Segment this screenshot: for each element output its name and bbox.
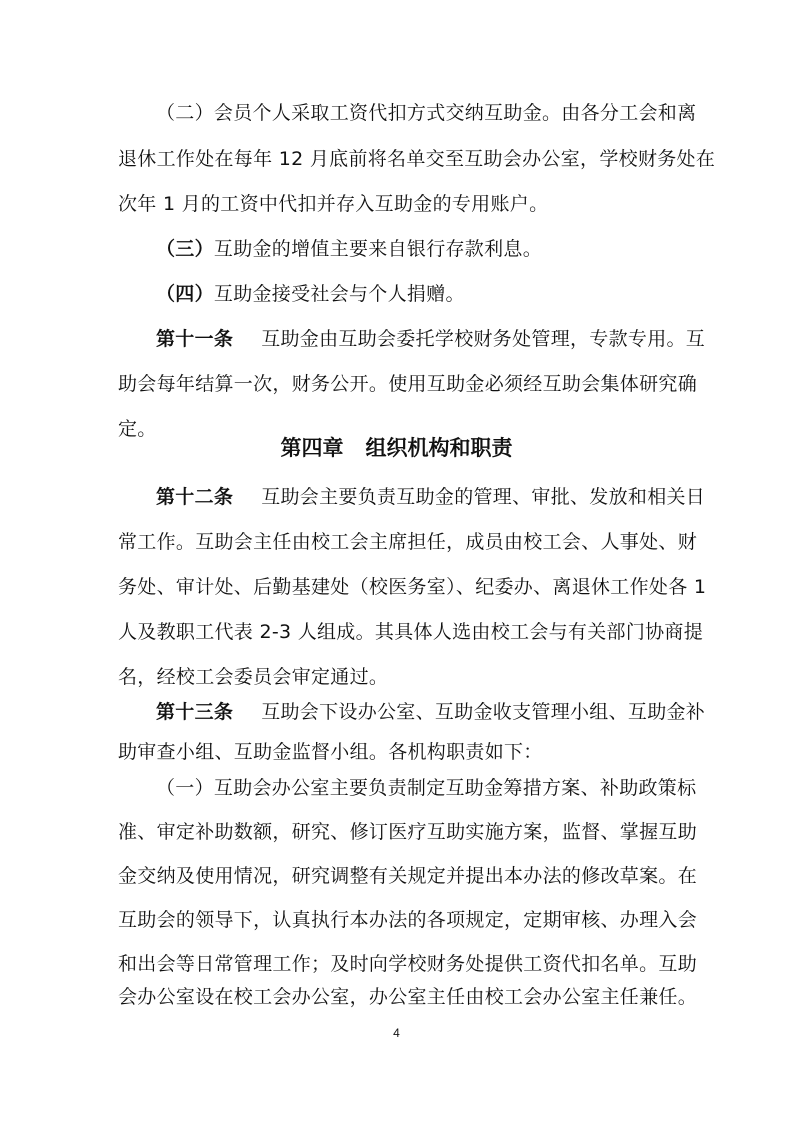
article-13-item-1-line-3: 金交纳及使用情况，研究调整有关规定并提出本办法的修改草案。在 xyxy=(118,865,698,887)
article-11-line-2: 助会每年结算一次，财务公开。使用互助金必须经互助会集体研究确 xyxy=(118,373,698,395)
article-13-item-1-line-2: 准、审定补助数额，研究、修订医疗互助实施方案，监督、掌握互助 xyxy=(118,821,698,843)
article-12-line-1 xyxy=(156,485,706,509)
article-12-text: 互助会主要负责互助金的管理、审批、发放和相关日 xyxy=(261,486,706,508)
paragraph-3-label: （三） xyxy=(156,238,214,260)
article-13-line-2: 助审查小组、互助金监督小组。各机构职责如下： xyxy=(118,741,543,763)
paragraph-2-line-2: 退休工作处在每年 12 月底前将名单交至互助会办公室，学校财务处在 xyxy=(118,148,716,170)
paragraph-4 xyxy=(156,282,678,306)
article-11-line-3: 定。 xyxy=(118,418,157,440)
article-13-label: 第十三条 xyxy=(156,701,234,723)
article-12-label: 第十二条 xyxy=(156,486,234,508)
paragraph-2-line-3: 次年 1 月的工资中代扣并存入互助金的专用账户。 xyxy=(118,193,549,215)
article-13-line-1 xyxy=(156,700,706,724)
article-12-line-2: 常工作。互助会主任由校工会主席担任，成员由校工会、人事处、财 xyxy=(118,531,698,553)
chapter-number: 第四章 xyxy=(280,436,344,460)
article-13-text: 互助会下设办公室、互助金收支管理小组、互助金补 xyxy=(261,701,706,723)
paragraph-4-text: 互助金接受社会与个人捐赠。 xyxy=(213,283,465,305)
article-11-text: 互助金由互助会委托学校财务处管理，专款专用。互 xyxy=(261,328,706,350)
article-13-item-1-line-1: （一）互助会办公室主要负责制定互助金筹措方案、补助政策标 xyxy=(156,777,697,799)
paragraph-4-label: （四） xyxy=(156,283,214,305)
page-number: 4 xyxy=(393,1026,400,1040)
article-12-line-3: 务处、审计处、后勤基建处（校医务室）、纪委办、离退休工作处各 1 xyxy=(118,576,707,598)
chapter-heading xyxy=(0,434,793,462)
chapter-title: 组织机构和职责 xyxy=(365,436,513,460)
article-11-line-1 xyxy=(156,327,706,351)
paragraph-3 xyxy=(156,237,678,261)
article-13-item-1-line-5: 和出会等日常管理工作；及时向学校财务处提供工资代扣名单。互助 xyxy=(118,953,698,975)
paragraph-2-line-1: （二）会员个人采取工资代扣方式交纳互助金。由各分工会和离 xyxy=(156,102,697,124)
article-13-item-1-line-6: 会办公室设在校工会办公室，办公室主任由校工会办公室主任兼任。 xyxy=(118,986,698,1008)
paragraph-3-text: 互助金的增值主要来自银行存款利息。 xyxy=(213,238,543,260)
article-13-item-1-line-4: 互助会的领导下，认真执行本办法的各项规定，定期审核、办理入会 xyxy=(118,909,698,931)
article-12-line-5: 名，经校工会委员会审定通过。 xyxy=(118,666,389,688)
article-12-line-4: 人及教职工代表 2-3 人组成。其具体人选由校工会与有关部门协商提 xyxy=(118,621,704,643)
article-11-label: 第十一条 xyxy=(156,328,234,350)
